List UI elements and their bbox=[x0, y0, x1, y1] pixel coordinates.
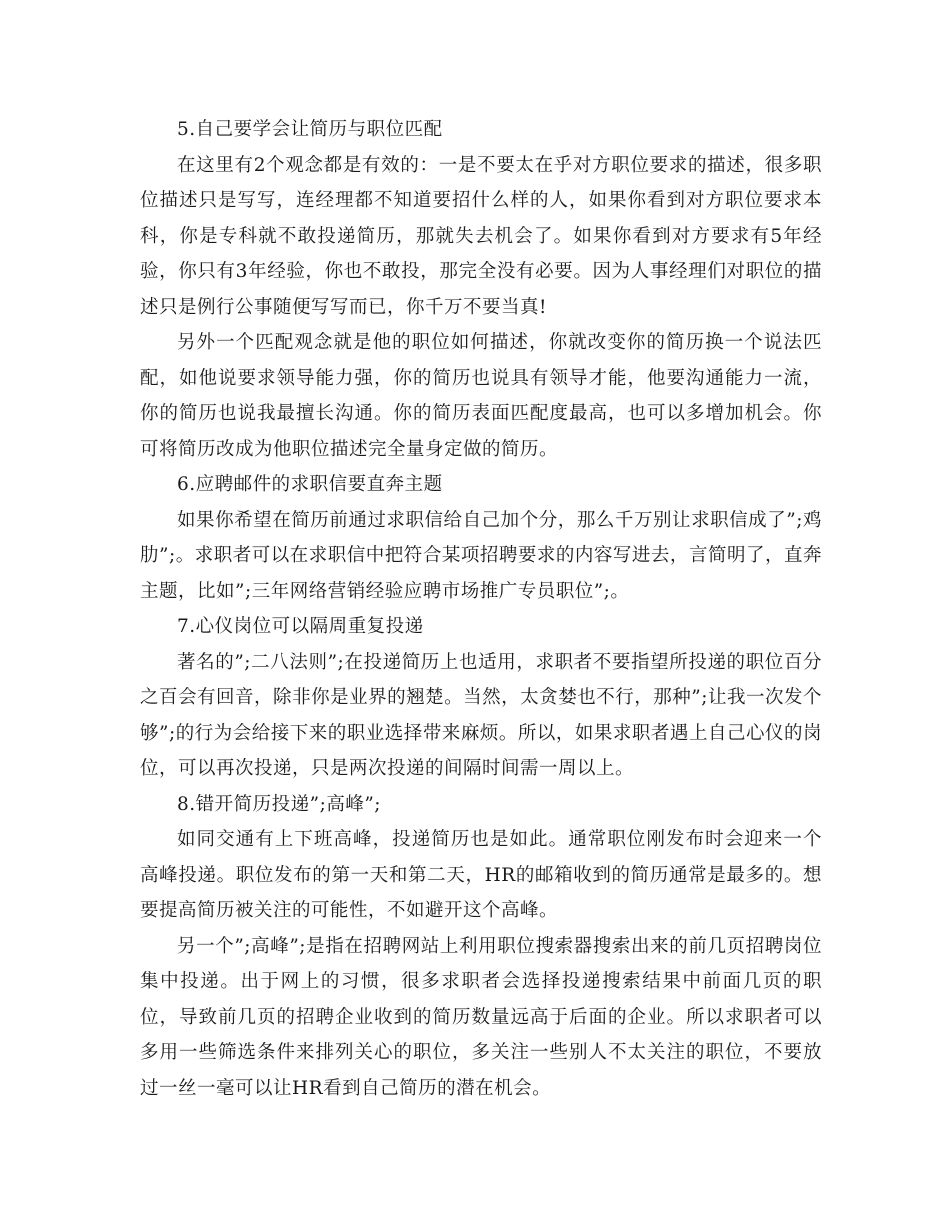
heading-8: 8.错开简历投递”;高峰”; bbox=[177, 793, 382, 815]
paragraph: 著名的”;二八法则”;在投递简历上也适用，求职者不要指望所投递的职位百分之百会有回音，除非你是业界的翘楚。当然，太贪婪也不行，那种”;让我一次发个够”;的行为会给接下来的职业选择带来麻烦。所以，如果求职者遇上自己心仪的岗位，可以再次投递，只是两次投递的间隔时间需一周以上。 bbox=[140, 651, 822, 779]
paragraph: 另外一个匹配观念就是他的职位如何描述，你就改变你的简历换一个说法匹配，如他说要求领导能力强，你的简历也说具有领导才能，他要沟通能力一流，你的简历也说我最擅长沟通。你的简历表面匹配度最高，也可以多增加机会。你可将简历改成为他职位描述完全量身定做的简历。 bbox=[140, 332, 822, 460]
heading-7: 7.心仪岗位可以隔周重复投递 bbox=[177, 616, 424, 637]
paragraph: 在这里有2个观念都是有效的：一是不要太在乎对方职位要求的描述，很多职位描述只是写写，连经理都不知道要招什么样的人，如果你看到对方职位要求本科，你是专科就不敢投递简历，那就失去机会了。如果你看到对方要求有5年经验，你只有3年经验，你也不敢投，那完全没有必要。因为人事经理们对职位的描述只是例行公事随便写写而已，你千万不要当真! bbox=[140, 154, 822, 318]
paragraph: 如同交通有上下班高峰，投递简历也是如此。通常职位刚发布时会迎来一个高峰投递。职位发布的第一天和第二天，HR的邮箱收到的简历通常是最多的。想要提高简历被关注的可能性，不如避开这个高峰。 bbox=[140, 829, 822, 921]
heading-5: 5.自己要学会让简历与职位匹配 bbox=[177, 119, 443, 140]
paragraph: 另一个”;高峰”;是指在招聘网站上利用职位搜索器搜索出来的前几页招聘岗位集中投递。出于网上的习惯，很多求职者会选择投递搜索结果中前面几页的职位，导致前几页的招聘企业收到的简历数量远高于后面的企业。所以求职者可以多用一些筛选条件来排列关心的职位，多关注一些别人不太关注的职位，不要放过一丝一毫可以让HR看到自己简历的潜在机会。 bbox=[140, 935, 822, 1099]
document-page bbox=[140, 112, 822, 1106]
heading-6: 6.应聘邮件的求职信要直奔主题 bbox=[177, 474, 443, 495]
paragraph: 如果你希望在简历前通过求职信给自己加个分，那么千万别让求职信成了”;鸡肋”;。求职者可以在求职信中把符合某项招聘要求的内容写进去，言简明了，直奔主题，比如”;三年网络营销经验应聘市场推广专员职位”;。 bbox=[140, 509, 822, 602]
